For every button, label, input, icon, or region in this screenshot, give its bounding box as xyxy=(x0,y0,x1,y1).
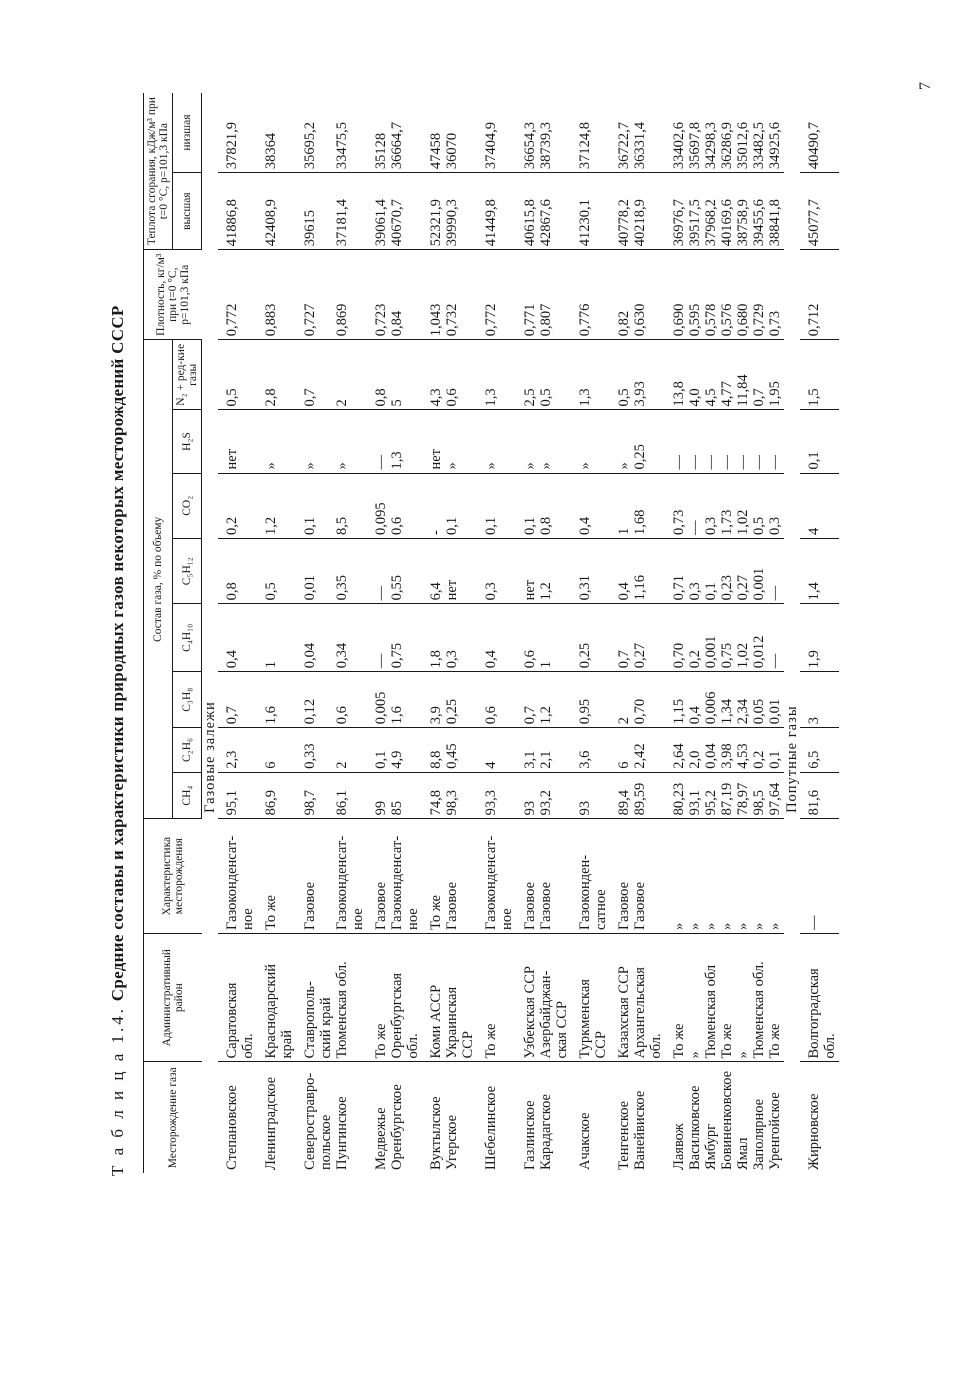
cell-c3h8: 0,7 1,2 xyxy=(516,672,571,728)
cell-co2: 1,2 xyxy=(257,473,296,538)
cell-density: 0,883 xyxy=(257,250,296,340)
cell-c4h10: 0,70 0,2 0,001 0,75 1,02 0,012 — xyxy=(665,604,784,672)
cell-c2h6: 8,8 0,45 xyxy=(422,728,477,772)
cell-c3h8: 1,15 0,4 0,006 1,34 2,34 0,05 0,01 xyxy=(665,672,784,728)
cell-c3h8: 0,005 1,6 xyxy=(367,672,422,728)
section-label: Газовые залежи xyxy=(202,701,218,813)
cell-ch4: 99 85 xyxy=(367,772,422,819)
header-co2: CO₂ xyxy=(173,473,202,538)
cell-density: 1,043 0,732 xyxy=(422,250,477,340)
cell-c4h10: 0,6 1 xyxy=(516,604,571,672)
cell-ch4: 81,6 xyxy=(800,772,839,819)
cell-c2h6: 4 xyxy=(477,728,516,772)
cell-n2: 0,5 3,93 xyxy=(610,340,665,410)
cell-hl: 38364 xyxy=(257,93,296,173)
cell-c5h12: 1,4 xyxy=(800,538,839,603)
cell-co2: 1 1,68 xyxy=(610,473,665,538)
cell-c4h10: 1 xyxy=(257,604,296,672)
cell-type: Газоконденсат- ное xyxy=(218,819,257,934)
cell-ch4: 89,4 89,59 xyxy=(610,772,665,819)
cell-type: Газовое Газовое xyxy=(516,819,571,934)
section-label: Попутные газы xyxy=(784,705,800,813)
cell-c2h6: 0,1 4,9 xyxy=(367,728,422,772)
cell-hh: 36976,7 39517,5 37968,2 40169,6 38758,9 39455,6 38841,8 xyxy=(665,173,784,250)
table-label: Т а б л и ц а 1.4. xyxy=(108,1005,127,1176)
cell-c4h10: 1,9 xyxy=(800,604,839,672)
cell-h2s: » xyxy=(571,410,610,473)
cell-co2: 0,4 xyxy=(571,473,610,538)
header-ch4: CH₄ xyxy=(173,772,202,819)
header-density: Плотность, кг/м³ при t=0 °C, p=101,3 кПа xyxy=(144,250,202,340)
cell-type: Газоконденсат- ное xyxy=(477,819,516,934)
page-number: 7 xyxy=(917,82,934,90)
header-c2h6: C₂H₆ xyxy=(173,728,202,772)
cell-district: То же xyxy=(477,933,516,1062)
header-heat: Теплота сгорания, кДж/м³ при t=0 °C, p=101,3 кПа xyxy=(144,93,173,250)
cell-hh: 40615,8 42867,6 xyxy=(516,173,571,250)
cell-h2s: » » xyxy=(516,410,571,473)
cell-co2: - 0,1 xyxy=(422,473,477,538)
cell-n2: 2,5 0,5 xyxy=(516,340,571,410)
cell-h2s: — — — — — — — xyxy=(665,410,784,473)
cell-hh: 45077,7 xyxy=(800,173,839,250)
table-row xyxy=(571,93,610,1173)
cell-hl: 36722,7 36331,4 xyxy=(610,93,665,173)
cell-c3h8: 0,12 0,6 xyxy=(296,672,367,728)
cell-density: 0,712 xyxy=(800,250,839,340)
cell-hl: 47458 36070 xyxy=(422,93,477,173)
cell-field: Лаявож Василковское Ямбург Бовиненковское Ямал Заполярное Уренгойское xyxy=(671,1070,783,1170)
cell-c4h10: 1,8 0,3 xyxy=(422,604,477,672)
cell-district: Казахская ССР Архангельская обл. xyxy=(610,933,665,1062)
header-field: Месторождение газа xyxy=(144,1062,202,1173)
cell-hh: 39061,4 40670,7 xyxy=(367,173,422,250)
cell-co2: 0,1 0,8 xyxy=(516,473,571,538)
cell-c3h8: 1,6 xyxy=(257,672,296,728)
cell-district: Волгоградская обл. xyxy=(800,933,839,1062)
cell-c2h6: 3,1 2,1 xyxy=(516,728,571,772)
table-row xyxy=(367,93,422,1173)
cell-density: 0,82 0,630 xyxy=(610,250,665,340)
cell-hh: 41449,8 xyxy=(477,173,516,250)
cell-field: Газлинское Карадагское xyxy=(522,1094,554,1170)
cell-density: 0,772 xyxy=(218,250,257,340)
cell-n2: 2,8 xyxy=(257,340,296,410)
cell-district: Туркменская ССР xyxy=(571,933,610,1062)
cell-density: 0,690 0,595 0,578 0,576 0,680 0,729 0,73 xyxy=(665,250,784,340)
cell-hl: 36654,3 38739,3 xyxy=(516,93,571,173)
cell-c5h12: 0,3 xyxy=(477,538,516,603)
cell-type: — xyxy=(800,819,839,934)
cell-h2s: » 0,25 xyxy=(610,410,665,473)
cell-ch4: 98,7 86,1 xyxy=(296,772,367,819)
table-row xyxy=(516,93,571,1173)
cell-c5h12: 0,5 xyxy=(257,538,296,603)
cell-c4h10: 0,04 0,34 xyxy=(296,604,367,672)
cell-hl: 37124,8 xyxy=(571,93,610,173)
cell-c5h12: 6,4 нет xyxy=(422,538,477,603)
cell-c5h12: 0,4 1,16 xyxy=(610,538,665,603)
cell-field: Тенгенское Ванейвиское xyxy=(616,1090,648,1170)
cell-c3h8: 2 0,70 xyxy=(610,672,665,728)
cell-co2: 0,095 0,6 xyxy=(367,473,422,538)
gas-composition-table xyxy=(143,93,839,1173)
header-characteristic: Характеристика месторождения xyxy=(144,819,202,934)
cell-h2s: » » xyxy=(296,410,367,473)
cell-type: » » » » » » » xyxy=(665,819,784,934)
cell-field: Ачакское xyxy=(577,1112,593,1170)
header-c4h10: C₄H₁₀ xyxy=(173,604,202,672)
cell-field: Ленинградское xyxy=(263,1076,279,1170)
header-district: Административный район xyxy=(144,933,202,1062)
cell-hl: 35128 36664,7 xyxy=(367,93,422,173)
cell-c2h6: 3,6 xyxy=(571,728,610,772)
cell-hh: 42408,9 xyxy=(257,173,296,250)
cell-ch4: 93,3 xyxy=(477,772,516,819)
cell-district: То же » Тюменская обл То же » Тюменская обл. То же xyxy=(665,933,784,1062)
cell-n2: 0,5 xyxy=(218,340,257,410)
table-row xyxy=(422,93,477,1173)
cell-type: Газовое Газоконденсат- ное xyxy=(296,819,367,934)
header-composition: Состав газа, % по объему xyxy=(144,340,173,819)
cell-c3h8: 3,9 0,25 xyxy=(422,672,477,728)
cell-co2: 0,1 xyxy=(477,473,516,538)
header-n2: N₂ + ред-кие газы xyxy=(173,340,202,410)
cell-hl: 37404,9 xyxy=(477,93,516,173)
cell-field: Шебелинское xyxy=(483,1085,499,1170)
cell-hl: 40490,7 xyxy=(800,93,839,173)
cell-hl: 37821,9 xyxy=(218,93,257,173)
cell-district: Саратовская обл. xyxy=(218,933,257,1062)
cell-h2s: » xyxy=(477,410,516,473)
cell-density: 0,723 0,84 xyxy=(367,250,422,340)
cell-c5h12: 0,01 0,35 xyxy=(296,538,367,603)
cell-density: 0,727 0,869 xyxy=(296,250,367,340)
cell-field: Жирновское xyxy=(806,1093,822,1170)
cell-hl: 33402,6 35697,8 34298,3 36286,9 35012,6 33482,5 34925,6 xyxy=(665,93,784,173)
cell-hh: 52321,9 39990,3 xyxy=(422,173,477,250)
cell-c2h6: 0,33 2 xyxy=(296,728,367,772)
table-row xyxy=(800,93,839,1173)
cell-c4h10: 0,4 xyxy=(477,604,516,672)
cell-n2: 4,3 0,6 xyxy=(422,340,477,410)
cell-district: Краснодарский край xyxy=(257,933,296,1062)
cell-district: Ставрополь- ский край Тюменская обл. xyxy=(296,933,367,1062)
cell-field: Вуктылское Угерское xyxy=(428,1096,460,1170)
cell-c2h6: 6 xyxy=(257,728,296,772)
cell-c4h10: 0,25 xyxy=(571,604,610,672)
header-heat-high: высшая xyxy=(173,173,202,250)
cell-ch4: 93 xyxy=(571,772,610,819)
cell-co2: 0,73 — 0,3 1,73 1,02 0,5 0,3 xyxy=(665,473,784,538)
cell-n2: 0,7 2 xyxy=(296,340,367,410)
section-row xyxy=(784,93,800,1173)
cell-hh: 41886,8 xyxy=(218,173,257,250)
cell-ch4: 86,9 xyxy=(257,772,296,819)
cell-c2h6: 2,3 xyxy=(218,728,257,772)
table-title: Средние составы и характеристики природных газов некоторых месторождений СССР xyxy=(108,305,127,1002)
cell-h2s: — 1,3 xyxy=(367,410,422,473)
cell-c5h12: нет 1,2 xyxy=(516,538,571,603)
cell-c3h8: 0,7 xyxy=(218,672,257,728)
cell-c4h10: — 0,75 xyxy=(367,604,422,672)
cell-h2s: нет xyxy=(218,410,257,473)
cell-c3h8: 0,6 xyxy=(477,672,516,728)
cell-type: То же Газовое xyxy=(422,819,477,934)
cell-district: Коми АССР Украинская ССР xyxy=(422,933,477,1062)
cell-n2: 1,3 xyxy=(477,340,516,410)
cell-type: То же xyxy=(257,819,296,934)
cell-co2: 4 xyxy=(800,473,839,538)
header-heat-low: низшая xyxy=(173,93,202,173)
cell-n2: 1,3 xyxy=(571,340,610,410)
cell-type: Газовое Газоконденсат- ное xyxy=(367,819,422,934)
cell-type: Газовое Газовое xyxy=(610,819,665,934)
header-h2s: H₂S xyxy=(173,410,202,473)
section-row xyxy=(202,93,219,1173)
table-caption xyxy=(108,305,128,1176)
cell-c3h8: 0,95 xyxy=(571,672,610,728)
table-row xyxy=(610,93,665,1173)
cell-hh: 41230,1 xyxy=(571,173,610,250)
cell-ch4: 95,1 xyxy=(218,772,257,819)
cell-n2: 1,5 xyxy=(800,340,839,410)
cell-ch4: 80,23 93,1 95,2 87,19 78,97 98,5 97,64 xyxy=(665,772,784,819)
cell-district: То же Оренбургская обл. xyxy=(367,933,422,1062)
cell-density: 0,776 xyxy=(571,250,610,340)
cell-ch4: 74,8 98,3 xyxy=(422,772,477,819)
cell-h2s: нет » xyxy=(422,410,477,473)
cell-field: Медвежье Оренбургское xyxy=(373,1084,405,1170)
table-body xyxy=(202,93,840,1173)
cell-co2: 0,1 8,5 xyxy=(296,473,367,538)
table-row xyxy=(477,93,516,1173)
table-wrapper xyxy=(143,93,839,1173)
cell-c4h10: 0,7 0,27 xyxy=(610,604,665,672)
cell-ch4: 93 93,2 xyxy=(516,772,571,819)
cell-h2s: » xyxy=(257,410,296,473)
cell-hl: 35695,2 33475,5 xyxy=(296,93,367,173)
cell-hh: 39615 37181,4 xyxy=(296,173,367,250)
cell-field: Степановское xyxy=(224,1085,240,1170)
table-row xyxy=(257,93,296,1173)
cell-district: Узбекская ССР Азербайджан- ская ССР xyxy=(516,933,571,1062)
cell-c2h6: 2,64 2,0 0,04 3,98 4,53 0,2 0,1 xyxy=(665,728,784,772)
table-row xyxy=(296,93,367,1173)
cell-c2h6: 6,5 xyxy=(800,728,839,772)
cell-c5h12: — 0,55 xyxy=(367,538,422,603)
cell-c5h12: 0,8 xyxy=(218,538,257,603)
cell-c4h10: 0,4 xyxy=(218,604,257,672)
cell-c2h6: 6 2,42 xyxy=(610,728,665,772)
cell-hh: 40778,2 40218,9 xyxy=(610,173,665,250)
cell-c5h12: 0,31 xyxy=(571,538,610,603)
table-row xyxy=(218,93,257,1173)
header-c3h8: C₃H₈ xyxy=(173,672,202,728)
cell-h2s: 0,1 xyxy=(800,410,839,473)
cell-co2: 0,2 xyxy=(218,473,257,538)
cell-n2: 13,8 4,0 4,5 4,77 11,84 0,7 1,95 xyxy=(665,340,784,410)
cell-density: 0,771 0,807 xyxy=(516,250,571,340)
cell-type: Газоконден- сатное xyxy=(571,819,610,934)
cell-density: 0,772 xyxy=(477,250,516,340)
cell-c5h12: 0,71 0,3 0,1 0,23 0,27 0,001 — xyxy=(665,538,784,603)
cell-n2: 0,8 5 xyxy=(367,340,422,410)
cell-field: Северостравро- польское Пунгинское xyxy=(302,1072,350,1170)
table-row xyxy=(665,93,784,1173)
cell-c3h8: 3 xyxy=(800,672,839,728)
header-c5h12: C₅H₁₂ xyxy=(173,538,202,603)
